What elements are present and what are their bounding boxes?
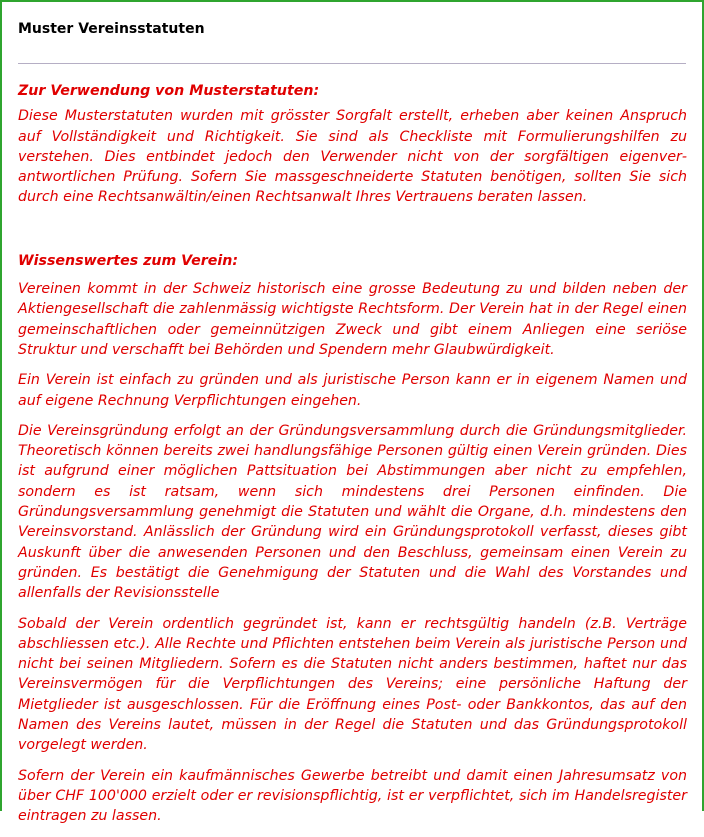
section-heading-usage: Zur Verwendung von Musterstatuten:: [18, 83, 320, 99]
paragraph-legal-capacity: Sobald der Verein ordentlich gegründet ist, kann er rechtsgültig handeln (z.B. Verträge abschliessen etc.). Alle Rechte und Pflichten entstehen beim Verein als juristische Person und nicht bei seinen Mitgliedern. Sofern es die Statuten nicht anders bestimmen, haftet nur das Vereinsvermögen für die Verpflichtungen des Vereins; eine persönliche Haftung der Mietglieder ist ausgeschlossen. Für die Eröffnung eines Post- oder Bankkontos, das auf den Namen des Vereins lautet, müssen in der Regel die Statuten und das Gründungsprotokoll vorgelegt werden.: [18, 615, 687, 754]
document-body: [18, 81, 687, 837]
document-title: Muster Vereinsstatuten: [18, 21, 205, 37]
paragraph-founding-assembly: Die Vereinsgründung erfolgt an der Gründungsversammlung durch die Gründungsmitglieder. Theoretisch können bereits zwei handlungsfähige Personen gültig einen Verein gründen. Dies ist aufgrund einer möglichen Pattsituation bei Abstimmungen aber nicht zu empfehlen, sondern es ist ratsam, wenn sich mindestens drei Personen einfinden. Die Gründungsversammlung genehmigt die Statuten und wählt die Organe, d.h. mindestens den Vereinsvorstand. Anlässlich der Gründung wird ein Gründungsprotokoll verfasst, dieses gibt Auskunft über die anwesenden Personen und den Beschluss, gemeinsam einen Verein zu gründen. Es bestätigt die Genehmigung der Statuten und die Wahl des Vorstandes und allenfalls der Revisionsstelle: [18, 422, 687, 602]
section-heading-association-facts: Wissenswertes zum Verein:: [18, 252, 238, 269]
paragraph-association-importance: Vereinen kommt in der Schweiz historisch eine grosse Bedeutung zu und bilden neben der Aktiengesellschaft die zahlenmässig wichtigste Rechtsform. Der Verein hat in der Regel einen gemeinschaftlichen oder gemeinnützigen Zweck und gibt einem Anliegen eine seriöse Struktur und verschafft bei Behörden und Spendern mehr Glaubwürdigkeit.: [18, 281, 687, 358]
paragraph-usage-disclaimer: Diese Musterstatuten wurden mit grösster Sorgfalt erstellt, erheben aber keinen Anspruch auf Vollständigkeit und Richtigkeit. Sie sind als Checkliste mit Formulierungshilfen zu verstehen. Dies entbindet jedoch den Verwender nicht von der sorgfältigen eigenverantwortlichen Prüfung. Sofern Sie massgeschneiderte Statuten benötigen, sollten Sie sich durch eine Rechtsanwältin/einen Rechtsanwalt Ihres Vertrauens beraten lassen.: [18, 108, 687, 206]
paragraph-association-founding-ease: Ein Verein ist einfach zu gründen und als juristische Person kann er in eigenem Namen und auf eigene Rechnung Verpflichtungen eingehen.: [18, 372, 687, 409]
paragraph-commercial-register: Sofern der Verein ein kaufmännisches Gewerbe betreibt und damit einen Jahresumsatz von über CHF 100'000 erzielt oder er revisionspflichtig, ist er verpflichtet, sich im Handelsregister eintragen zu lassen.: [18, 767, 687, 825]
title-divider: [18, 63, 686, 64]
